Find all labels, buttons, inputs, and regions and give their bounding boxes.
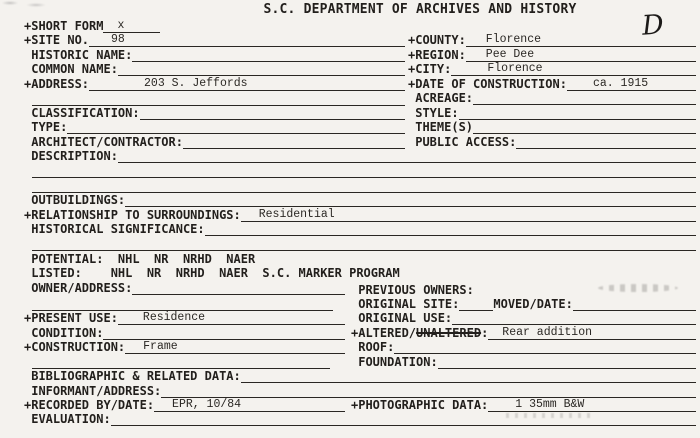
field-city-line (451, 62, 696, 76)
field-foundation-label: FOUNDATION: (351, 354, 438, 369)
field-site-no (24, 33, 405, 47)
field-relationship-to-surroundings-line (241, 208, 696, 222)
field-relationship-to-surroundings (24, 208, 696, 222)
field-site-no-line (89, 33, 405, 47)
field-evaluation-label: EVALUATION: (24, 412, 111, 426)
field-altered-label-suffix: : (481, 325, 489, 340)
field-date-of-construction-value: ca. 1915 (592, 76, 649, 90)
field-moved-date-line (573, 297, 696, 311)
field-altered-unaltered (351, 326, 696, 340)
field-style-label: STYLE: (408, 105, 459, 120)
field-themes (408, 120, 696, 134)
field-themes-label: THEME(S) (408, 120, 474, 134)
field-county-line (466, 33, 696, 47)
field-site-no-value: 98 (111, 33, 125, 46)
field-architect-contractor-line (183, 135, 405, 149)
field-classification-label: CLASSIFICATION: (24, 105, 140, 120)
field-photographic-data-line (488, 398, 696, 412)
field-condition-label: CONDITION: (24, 325, 104, 340)
field-public-access-label: PUBLIC ACCESS: (408, 134, 517, 149)
field-short-form (24, 19, 160, 33)
field-altered-value: Rear addition (502, 325, 593, 339)
field-bibliographic (24, 369, 696, 383)
field-historic-name (24, 48, 405, 62)
field-unaltered-label-struck: UNALTERED (416, 325, 482, 340)
field-roof-label: ROOF: (351, 340, 395, 354)
field-photographic-data-label: +PHOTOGRAPHIC DATA: (351, 397, 489, 412)
field-relationship-to-surroundings-label: +RELATIONSHIP TO SURROUNDINGS: (24, 207, 241, 222)
field-city (408, 62, 696, 76)
field-region-line (466, 48, 696, 62)
field-county-value: Florence (485, 33, 542, 46)
field-present-use-line (118, 311, 345, 325)
field-listed-label: LISTED: NHL NR NRHD NAER S.C. MARKER PROGRAM (24, 266, 400, 280)
field-historical-significance-line (205, 222, 696, 236)
field-previous-owners-label: PREVIOUS OWNERS: (351, 283, 474, 297)
field-altered-label-prefix: +ALTERED/ (351, 325, 417, 340)
field-common-name-line (118, 62, 405, 76)
field-public-access (408, 135, 696, 149)
field-style (408, 106, 696, 120)
field-region-label: +REGION: (408, 47, 466, 62)
field-original-use (351, 311, 696, 325)
field-acreage-label: ACREAGE: (408, 91, 474, 105)
field-original-use-label: ORIGINAL USE: (351, 311, 453, 325)
field-condition (24, 326, 345, 340)
field-city-label: +CITY: (408, 62, 452, 76)
field-address-label: +ADDRESS: (24, 76, 90, 91)
field-condition-line (103, 326, 345, 340)
field-address-value: 203 S. Jeffords (144, 76, 248, 90)
field-recorded-by-date-label: +RECORDED BY/DATE: (24, 397, 155, 412)
field-original-site (351, 297, 696, 311)
field-informant-address-label: INFORMANT/ADDRESS: (24, 383, 162, 398)
field-present-use-label: +PRESENT USE: (24, 311, 118, 325)
field-county-label: +COUNTY: (408, 33, 466, 47)
field-short-form-value: x (117, 19, 125, 32)
field-relationship-to-surroundings-value: Residential (258, 207, 335, 221)
field-historical-significance (24, 222, 696, 236)
field-address-line (89, 77, 405, 91)
field-evaluation (24, 412, 696, 426)
field-informant-address (24, 384, 696, 398)
field-construction-label: +CONSTRUCTION: (24, 340, 126, 354)
field-date-of-construction-label: +DATE OF CONSTRUCTION: (408, 76, 567, 91)
field-original-site-line (459, 297, 493, 311)
field-evaluation-line (111, 412, 696, 426)
field-common-name (24, 62, 405, 76)
field-historic-name-label: HISTORIC NAME: (24, 47, 133, 62)
field-type-label: TYPE: (24, 120, 68, 134)
field-moved-date-label: MOVED/DATE: (493, 296, 573, 311)
field-short-form-label: +SHORT FORM (24, 19, 104, 33)
field-owner-address (24, 281, 345, 295)
field-classification-line (140, 106, 405, 120)
field-present-use-value: Residence (142, 311, 206, 324)
field-type (24, 120, 405, 134)
field-historic-name-line (132, 48, 405, 62)
form-title: S.C. DEPARTMENT OF ARCHIVES AND HISTORY (263, 2, 577, 17)
field-classification (24, 106, 405, 120)
field-acreage-line (473, 91, 696, 105)
field-owner-address-line (132, 281, 345, 295)
field-photographic-data-value: 1 35mm B&W (515, 397, 585, 411)
field-potential (24, 252, 696, 266)
field-city-value: Florence (487, 62, 543, 75)
field-acreage (408, 91, 696, 105)
field-bibliographic-line (241, 369, 696, 383)
field-date-of-construction-line (567, 77, 696, 91)
field-roof-line (394, 340, 696, 354)
field-construction-value: Frame (143, 340, 178, 353)
field-county (408, 33, 696, 47)
field-architect-contractor-label: ARCHITECT/CONTRACTOR: (24, 134, 183, 149)
field-construction (24, 340, 345, 354)
field-original-use-line (452, 311, 696, 325)
field-roof (351, 340, 696, 354)
field-address (24, 77, 405, 91)
field-style-line (459, 106, 696, 120)
section-divider-line (32, 250, 696, 251)
field-construction-line (125, 340, 345, 354)
field-site-no-label: +SITE NO. (24, 33, 90, 47)
scan-artifact-corner (2, 0, 46, 9)
field-outbuildings-label: OUTBUILDINGS: (24, 193, 126, 207)
field-description-label: DESCRIPTION: (24, 149, 118, 163)
field-description-line (118, 149, 696, 163)
field-region-value: Pee Dee (485, 47, 535, 61)
field-previous-owners (351, 283, 696, 297)
field-description-line2 (32, 177, 696, 178)
field-region (408, 48, 696, 62)
field-short-form-line (103, 19, 160, 33)
field-informant-address-line (161, 384, 696, 398)
field-original-site-label: ORIGINAL SITE: (351, 296, 460, 311)
field-public-access-line (516, 135, 696, 149)
field-date-of-construction (408, 77, 696, 91)
field-architect-contractor (24, 135, 405, 149)
field-type-line (67, 120, 405, 134)
field-foundation-line (438, 355, 696, 369)
field-common-name-label: COMMON NAME: (24, 62, 118, 76)
field-themes-line (473, 120, 696, 134)
field-description (24, 149, 696, 163)
handwritten-annotation: D (640, 9, 665, 42)
field-outbuildings (24, 193, 696, 207)
field-historical-significance-label: HISTORICAL SIGNIFICANCE: (24, 222, 205, 236)
field-photographic-data (351, 398, 696, 412)
field-altered-line (488, 326, 696, 340)
field-bibliographic-label: BIBLIOGRAPHIC & RELATED DATA: (24, 369, 241, 383)
field-foundation (351, 355, 696, 369)
field-recorded-by-date (24, 398, 345, 412)
field-outbuildings-line (125, 193, 696, 207)
field-present-use (24, 311, 345, 325)
field-recorded-by-date-value: EPR, 10/84 (172, 397, 242, 411)
field-potential-label: POTENTIAL: NHL NR NRHD NAER (24, 252, 256, 266)
field-listed (24, 266, 696, 280)
field-recorded-by-date-line (154, 398, 345, 412)
field-owner-address-label: OWNER/ADDRESS: (24, 281, 133, 295)
